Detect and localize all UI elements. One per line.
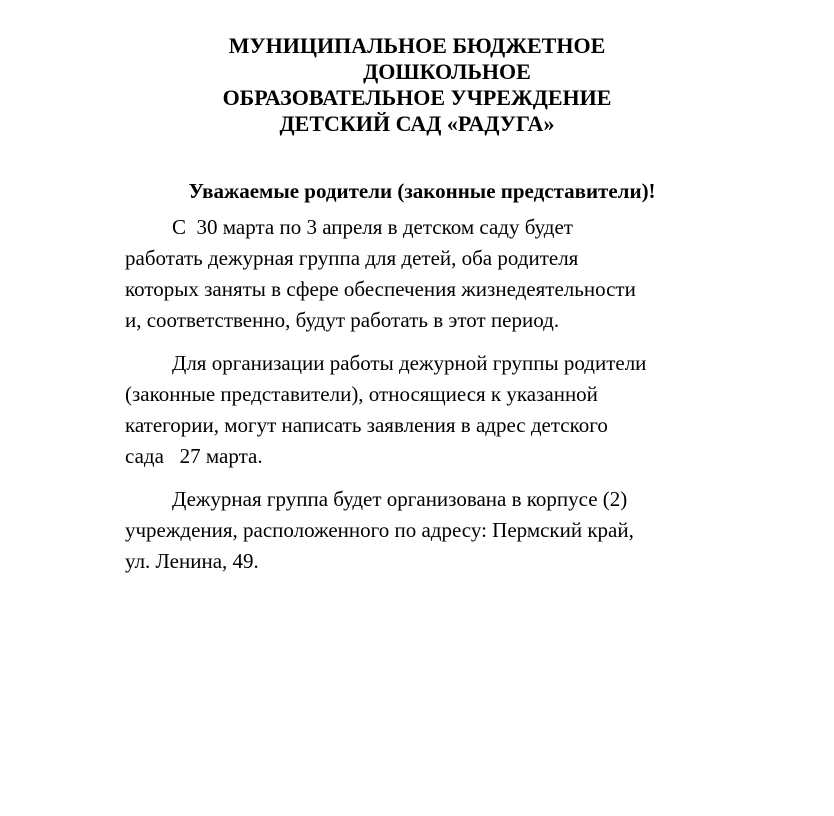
paragraph-3-line: учреждения, расположенного по адресу: Пермский край,	[125, 518, 634, 542]
paragraph-1-line: С 30 марта по 3 апреля в детском саду будет	[172, 215, 573, 239]
header-line-3: ОБРАЗОВАТЕЛЬНОЕ УЧРЕЖДЕНИЕ	[222, 85, 612, 110]
salutation-heading: Уважаемые родители (законные представители)!	[188, 179, 656, 203]
header-line-2: ДОШКОЛЬНОЕ	[363, 59, 531, 84]
header-line-4: ДЕТСКИЙ САД «РАДУГА»	[279, 111, 555, 136]
paragraph-3-line: Дежурная группа будет организована в корпусе (2)	[172, 487, 628, 511]
header-line-1: МУНИЦИПАЛЬНОЕ БЮДЖЕТНОЕ	[228, 33, 606, 58]
paragraph-1-line: которых заняты в сфере обеспечения жизнедеятельности	[125, 277, 636, 301]
paragraph-1-line: работать дежурная группа для детей, оба родителя	[125, 246, 579, 270]
paragraph-2-line: сада 27 марта.	[125, 444, 263, 468]
paragraph-3-line: ул. Ленина, 49.	[125, 549, 259, 573]
paragraph-2-line: категории, могут написать заявления в адрес детского	[125, 413, 608, 437]
paragraph-2-line: (законные представители), относящиеся к указанной	[125, 382, 598, 406]
paragraph-1-line: и, соответственно, будут работать в этот период.	[125, 308, 560, 332]
paragraph-2-line: Для организации работы дежурной группы родители	[172, 351, 647, 375]
